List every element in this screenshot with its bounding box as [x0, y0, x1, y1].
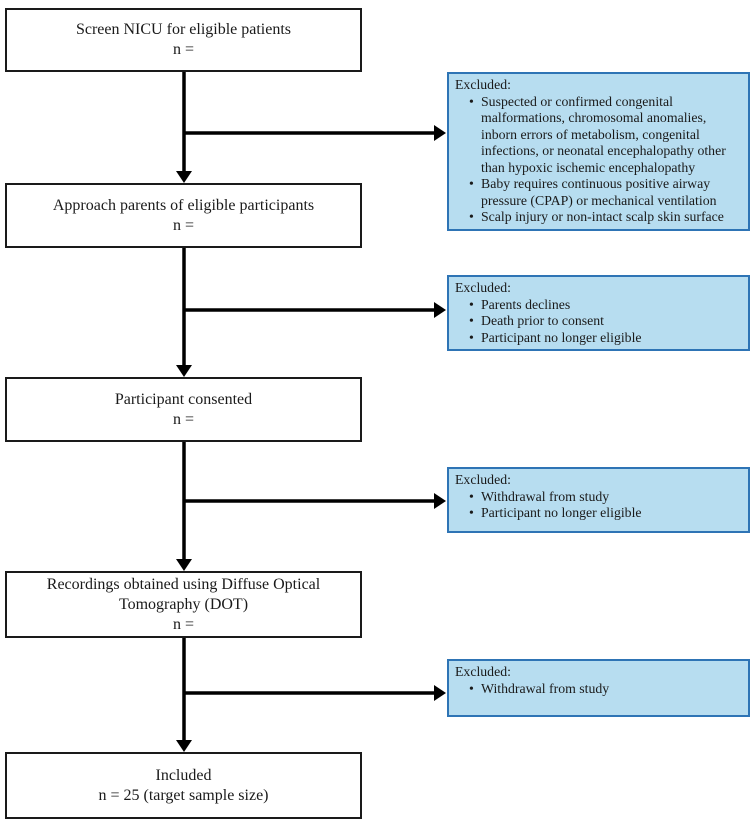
- excluded-item: • Parents declines: [469, 297, 743, 314]
- step-title: Included: [155, 766, 212, 784]
- excluded-header: Excluded:: [455, 472, 511, 487]
- excluded-item: • Withdrawal from study: [469, 681, 743, 698]
- excluded-header: Excluded:: [455, 280, 511, 295]
- arrowhead-down-icon: [176, 365, 192, 377]
- step-n-value: n =: [172, 41, 195, 58]
- excluded-item: • Death prior to consent: [469, 313, 743, 330]
- excluded-item: • Participant no longer eligible: [469, 330, 743, 347]
- excluded-header: Excluded:: [455, 77, 511, 92]
- arrowhead-right-icon: [434, 493, 446, 509]
- step-n-value: n =: [172, 216, 195, 234]
- step-title: Recordings obtained using Diffuse Optical Tomography (DOT): [46, 575, 321, 613]
- excluded-list: [455, 681, 743, 698]
- excluded-box-3: [447, 467, 750, 533]
- excluded-item: • Baby requires continuous positive airway pressure (CPAP) or mechanical ventilation: [469, 176, 743, 209]
- flow-step-included: [5, 752, 362, 819]
- flow-step-screen-nicu: [5, 8, 362, 72]
- flow-step-consented: [5, 377, 362, 442]
- excluded-item: • Scalp injury or non-intact scalp skin surface: [469, 209, 743, 226]
- flow-step-dot-recordings: [5, 571, 362, 638]
- excluded-header: Excluded:: [455, 664, 511, 679]
- arrowhead-down-icon: [176, 559, 192, 571]
- arrowhead-right-icon: [434, 302, 446, 318]
- arrowhead-right-icon: [434, 685, 446, 701]
- arrowhead-right-icon: [434, 125, 446, 141]
- excluded-item: • Suspected or confirmed congenital malformations, chromosomal anomalies, inborn errors of metabolism, congenital infections, or neonatal encephalopathy other than hypoxic ischemic encephalopathy: [469, 94, 743, 177]
- excluded-item: • Withdrawal from study: [469, 489, 743, 506]
- excluded-box-4: [447, 659, 750, 717]
- excluded-item: • Participant no longer eligible: [469, 505, 743, 522]
- step-title: Approach parents of eligible participants: [52, 196, 315, 214]
- excluded-list: [455, 297, 743, 347]
- step-n-value: n =: [172, 410, 195, 428]
- excluded-list: [455, 94, 743, 226]
- step-n-value: n = 25 (target sample size): [98, 786, 269, 804]
- step-title: Participant consented: [114, 390, 253, 408]
- flow-step-approach-parents: [5, 183, 362, 248]
- excluded-list: [455, 489, 743, 522]
- excluded-box-1: [447, 72, 750, 231]
- arrowhead-down-icon: [176, 171, 192, 183]
- excluded-box-2: [447, 275, 750, 351]
- arrowhead-down-icon: [176, 740, 192, 752]
- step-n-value: n =: [172, 615, 195, 633]
- step-title: Screen NICU for eligible patients: [75, 21, 292, 38]
